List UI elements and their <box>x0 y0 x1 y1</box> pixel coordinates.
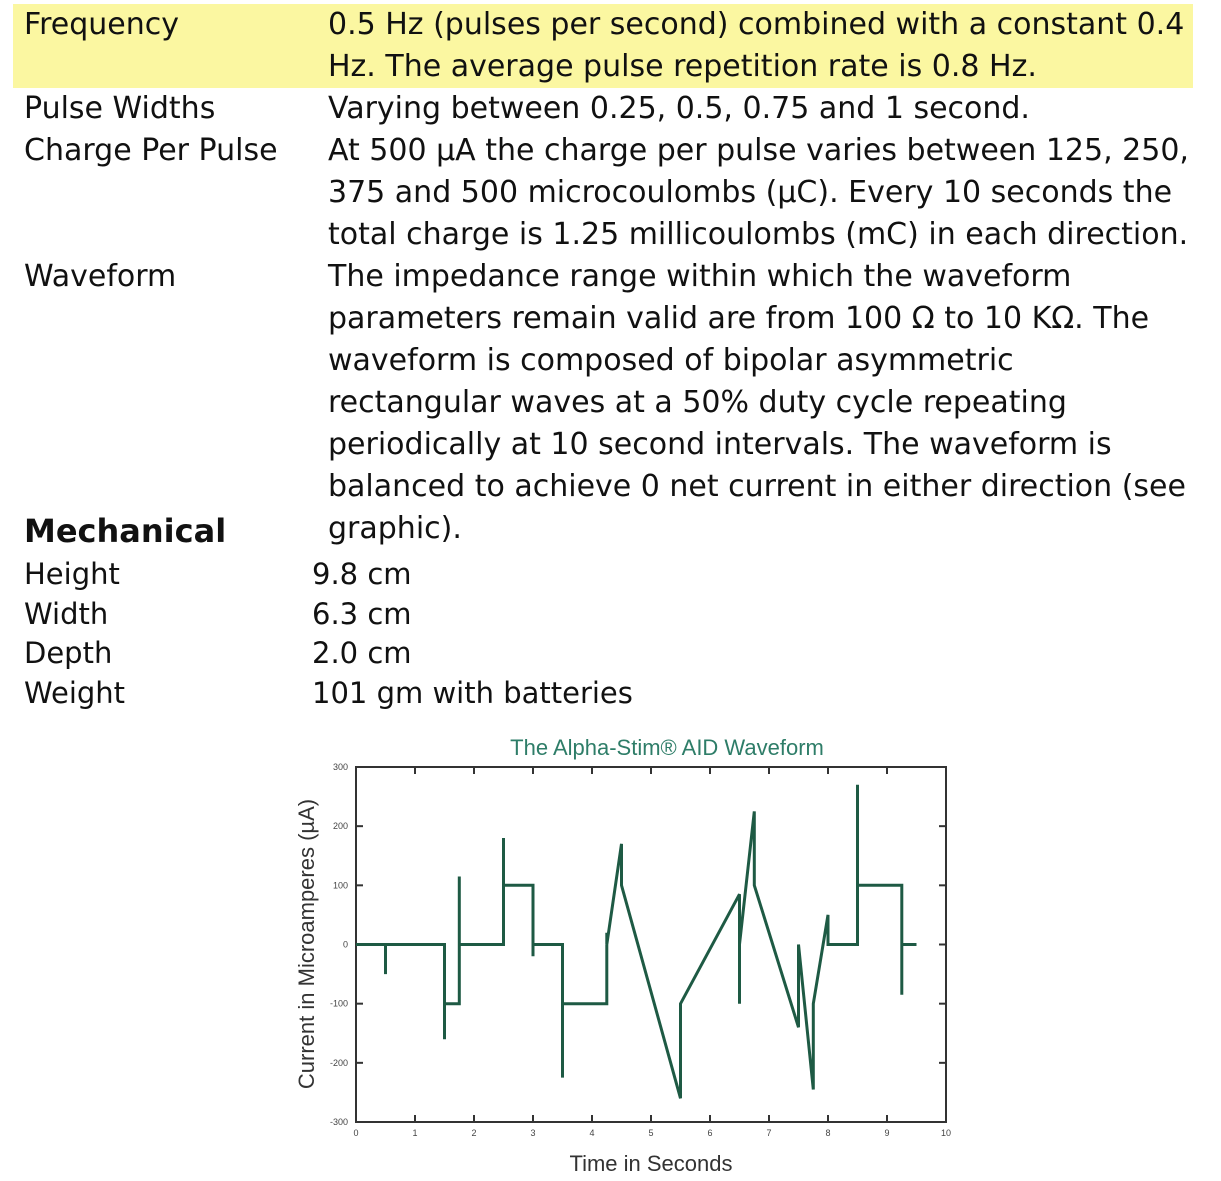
spec-value: Varying between 0.25, 0.5, 0.75 and 1 second. <box>328 91 1030 126</box>
x-tick-label: 4 <box>589 1128 595 1138</box>
mech-value: 9.8 cm <box>312 557 412 591</box>
x-tick-label: 2 <box>471 1128 477 1138</box>
x-tick-label: 9 <box>884 1128 890 1138</box>
chart-title: The Alpha-Stim® AID Waveform <box>510 735 824 760</box>
y-tick-label: 0 <box>342 939 348 950</box>
y-tick-label: -300 <box>329 1117 348 1127</box>
x-tick-label: 3 <box>530 1128 536 1138</box>
y-tick-label: 300 <box>332 762 348 772</box>
electrical-spec-table <box>13 4 1193 550</box>
mech-value: 101 gm with batteries <box>312 675 633 710</box>
mechanical-spec-table <box>24 555 633 713</box>
spec-value: At 500 µA the charge per pulse varies between 125, 250, 375 and 500 microcoulombs (µC). Every 10 seconds the total charge is 1.25 millicoulombs (mC) in each direction. <box>328 133 1189 252</box>
x-tick-label: 7 <box>766 1128 772 1138</box>
waveform-chart <box>285 722 959 1180</box>
spec-row-charge-per-pulse <box>13 130 1193 256</box>
mech-label: Weight <box>24 675 126 710</box>
y-tick-label: 100 <box>332 880 348 891</box>
mech-value: 2.0 cm <box>312 636 412 670</box>
mech-row-width <box>24 595 633 635</box>
mech-label: Width <box>24 596 109 631</box>
spec-label: Waveform <box>24 259 177 294</box>
x-tick-label: 0 <box>353 1128 359 1138</box>
x-axis-label: Time in Seconds <box>569 1151 733 1176</box>
y-tick-label: -100 <box>329 998 348 1009</box>
spec-label: Frequency <box>24 7 179 42</box>
y-tick-label: -200 <box>329 1057 348 1068</box>
spec-label: Charge Per Pulse <box>24 133 278 168</box>
x-tick-label: 6 <box>707 1128 713 1138</box>
x-tick-label: 1 <box>412 1128 418 1138</box>
mech-row-depth <box>24 634 633 674</box>
spec-label: Pulse Widths <box>24 91 216 126</box>
spec-row-pulse-widths <box>13 88 1193 130</box>
mech-value: 6.3 cm <box>312 596 412 631</box>
x-tick-label: 8 <box>825 1128 831 1138</box>
spec-row-waveform <box>13 256 1193 550</box>
waveform-trace <box>356 785 917 1099</box>
spec-value: The impedance range within which the waveform parameters remain valid are from 100 Ω to 10 KΩ. The waveform is composed of bipolar asymmetric rectangular waves at a 50% duty cycle repeating periodically at 10 second intervals. The waveform is balanced to achieve 0 net current in either direction (see graphic). <box>328 259 1186 546</box>
mech-label: Height <box>24 557 120 591</box>
spec-row-frequency <box>13 4 1193 88</box>
spec-value: 0.5 Hz (pulses per second) combined with a constant 0.4 Hz. The average pulse repetition rate is 0.8 Hz. <box>328 7 1185 84</box>
waveform-chart-svg <box>285 722 959 1180</box>
x-tick-label: 10 <box>940 1128 952 1138</box>
mech-row-weight <box>24 674 633 714</box>
y-axis-label: Current in Microamperes (µA) <box>294 798 319 1090</box>
y-tick-label: 200 <box>332 821 348 832</box>
mechanical-heading: Mechanical <box>24 512 227 550</box>
mech-label: Depth <box>24 636 113 670</box>
mech-row-height <box>24 555 633 595</box>
x-tick-label: 5 <box>648 1128 654 1138</box>
